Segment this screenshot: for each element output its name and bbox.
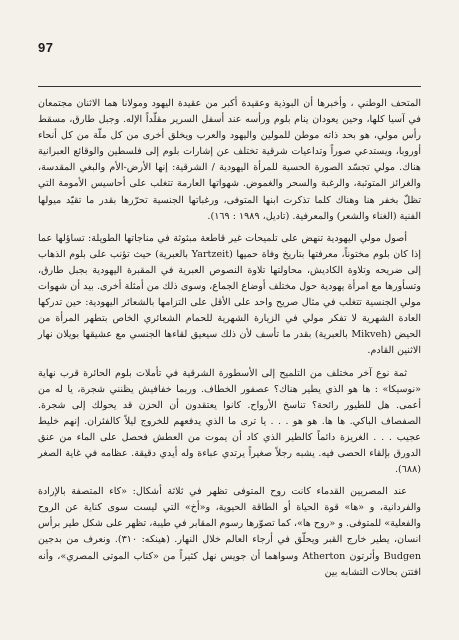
paragraph: المتحف الوطني ، وأخبرها أن البوذية وعقيدة أكبر من عقيدة اليهود ومولانا هما الاثنان مجتمعان في آسيا كلها، وحين يعودان ينام بلوم ورأسه عند أسفل السرير مقلّداً الإله. وجبل طارق، مسقط رأس مولي، هو بحد ذاته موطن للمولين واليهود والعرب ويخلق أخرى من كل ملّة من كل أنحاء أوروبا، ويستدعي صوراً وتداعيات شرقية تختلف عن إشارات بلوم إلى فلسطين والوقائع العبرانية هناك. مولي تجسّد الصورة الحسية للمرأة اليهودية / الشرقية: إنها الأرض-الأم والبغي المقدسة، والغرائز المتوثبة، والرغبة والسحر والغموض. شهواتها العارمة تتغلب على أحاسيس الأمومة التي تظلّ بخفر هنا وهناك كلما تذكرت ابنها المتوفى، ورغباتها الجنسية تحرّرها بقدر ما تقيّد ميولها الفنية (الغناء والشعر) والمعرفية. (تاديل، ١٩٨٩ : ١٦٩). bbox=[38, 98, 421, 222]
paragraph: ثمة نوع آخر مختلف من التلميح إلى الأسطورة الشرقية في تأملات بلوم الحائرة قرب نهاية «نوسيكا» : ها هو الذي يطير هناك؟ عصفور الخطاف. وربما خفافيش يظنني شجرة، يا له من أعمى. هل للطيور رائحة؟ تناسخ الأرواح. كانوا يعتقدون أن الحزن قد يحولك إلى شجرة. الصفصاف الباكي. ها ها. هو هو . . . يا ترى ما الذي يدفعهم للخروج ليلاً كالفئران. إنهم خليط عجيب . . . الغريزة دائماً كالطير الذي كاد أن يموت من العطش فحصل على الماء من عنق الدورق بإلقاء الحصى فيه. يشبه رجلاً صغيراً يرتدي عباءة وله أيدي دقيقة. عظامه في غاية الصغر (٦٨٨). bbox=[38, 367, 421, 476]
header-rule bbox=[38, 86, 421, 87]
page-body bbox=[38, 96, 421, 587]
paragraph: أصول مولي اليهودية تنهض على تلميحات غير قاطعة مبثوثة في مناجاتها الطويلة: تساؤلها عما إذا كان بلوم مختوناً، معرفتها بتاريخ وفاة حميها (Yartzeit بالعبرية) حيث تؤنب على بلوم الذهاب إلى ضريحه وتلاوة الكاديش، محاولتها تلاوة النصوص العبرية في المقبرة اليهودية بجبل طارق، وتسأورها مع امرأة يهودية حول مختلف أوضاع الجماع، وسوى ذلك من أمثلة أخرى. بيد أن شهوات مولي الجنسية تتغلب في مثال صريح واحد على الأقل على التزامها بالشعائر اليهودية: حين تدركها العادة الشهرية لا تفكر مولي في الزيارة الشهرية للحمام الشعائري الخاص بتطهر المرأة من الحيض (Mikveh بالعبرية) بقدر ما تأسف لأن ذلك سيعيق لقاءها الجنسي مع عشيقها بويلان نهار الاثنين القادم. bbox=[38, 232, 421, 357]
page-number: 97 bbox=[38, 40, 54, 55]
paragraph: عند المصريين القدماء كانت روح المتوفى تظهر في ثلاثة أشكال: «كاء المتصفة بالإرادة والفردانية، و «ها» قوة الحياة أو الطاقة الحيوية، و«أخ» التي ليست سوى كناية عن الروح والفعلية» للمتوفى. و «روح ها»، كما تصوّرها رسوم المقابر في طيبة، تظهر على شكل طير برأس انسان، يطير خارج القبر ويحلّق في أرجاء العالم خلال النهار. (هينكه: ٣١٠). ونعرف من بدجين Budgen وأثرتون Atherton وسواهما أن جويس نهل كثيراً من «كتاب الموتى المصري»، وأنه افتتن بحالات التشابه بين bbox=[38, 486, 421, 578]
